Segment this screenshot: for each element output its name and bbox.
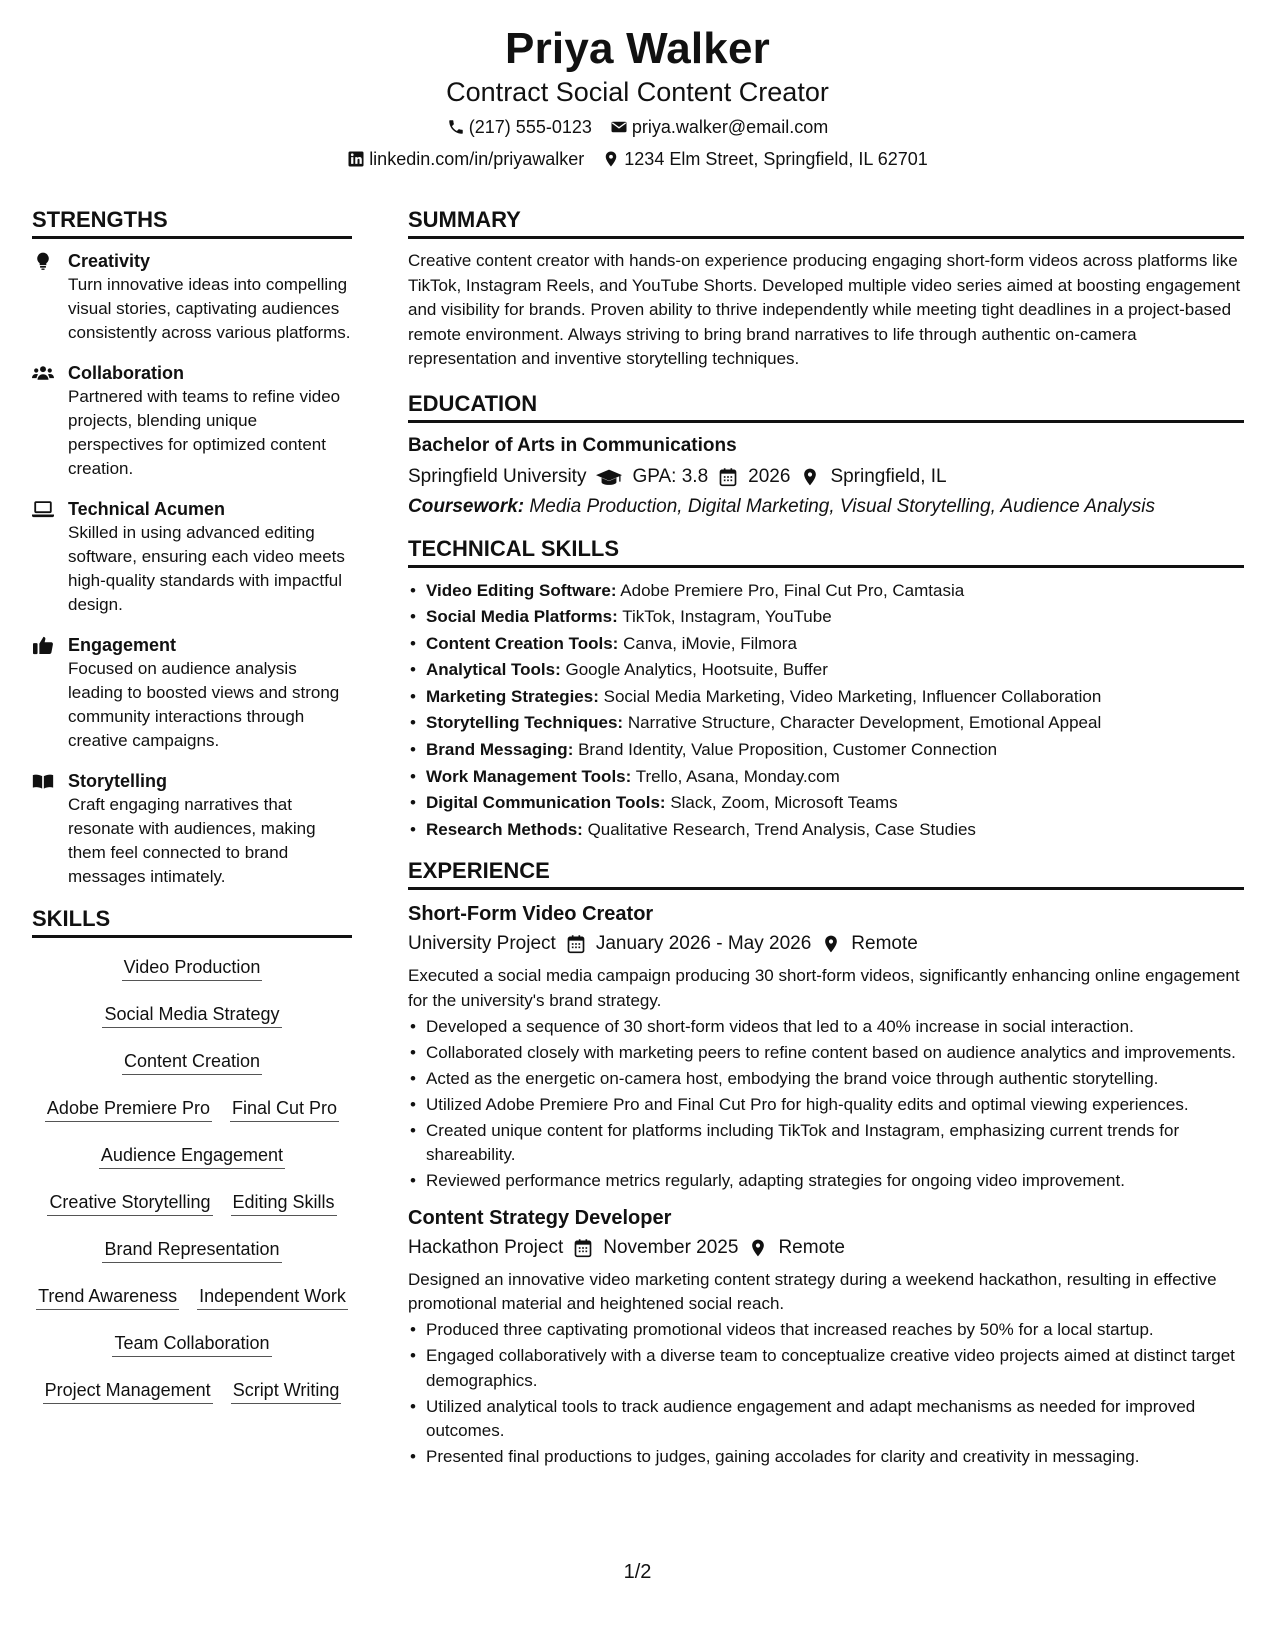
- technical-skill-value: Trello, Asana, Monday.com: [635, 766, 840, 786]
- strength-item: [32, 769, 352, 889]
- envelope-icon: [610, 118, 628, 136]
- education-meta: [408, 463, 1244, 491]
- skill-tag: Trend Awareness: [36, 1285, 179, 1310]
- technical-skill-value: Brand Identity, Value Proposition, Customer Connection: [578, 740, 998, 760]
- gpa-text: GPA: 3.8: [632, 465, 709, 487]
- email-contact[interactable]: [610, 116, 828, 138]
- map-pin-icon: [602, 150, 620, 168]
- strengths-heading: STRENGTHS: [32, 206, 352, 239]
- address-contact: [602, 148, 928, 170]
- technical-skill-value: Narrative Structure, Character Development, Emotional Appeal: [627, 713, 1102, 733]
- technical-skill-item: [408, 657, 1244, 684]
- technical-skill-item: [408, 604, 1244, 631]
- map-pin-icon: [748, 1238, 768, 1258]
- technical-skill-label: Social Media Platforms:: [426, 607, 618, 627]
- strength-desc: Focused on audience analysis leading to boosted views and strong community interactions through creative campaigns.: [68, 659, 340, 750]
- experience-entry: [408, 900, 1244, 1194]
- technical-skill-value: Canva, iMovie, Filmora: [623, 633, 797, 653]
- thumbs-up-icon: [32, 635, 56, 655]
- skill-tag: Editing Skills: [231, 1191, 337, 1216]
- skill-tag: Social Media Strategy: [102, 1003, 281, 1028]
- candidate-title: Contract Social Content Creator: [446, 77, 829, 107]
- strength-desc: Partnered with teams to refine video projects, blending unique perspectives for optimized content creation.: [68, 387, 341, 478]
- skill-tag: Project Management: [43, 1379, 213, 1404]
- job-org: Hackathon Project: [408, 1236, 564, 1258]
- technical-skill-label: Storytelling Techniques:: [426, 713, 624, 733]
- strength-title: Creativity: [68, 251, 151, 271]
- coursework: [408, 493, 1244, 521]
- contact-row-1: [0, 116, 1275, 138]
- school-location: Springfield, IL: [830, 465, 947, 487]
- skill-tag: Creative Storytelling: [47, 1191, 212, 1216]
- technical-skill-label: Work Management Tools:: [426, 766, 632, 786]
- summary-heading: SUMMARY: [408, 206, 1244, 239]
- coursework-label: Coursework:: [408, 495, 525, 517]
- job-description: Executed a social media campaign producing 30 short-form videos, significantly enhancing online engagement for the university's brand strategy.: [408, 966, 1240, 1010]
- technical-skill-item: [408, 710, 1244, 737]
- job-bullet: • Produced three captivating promotional videos that increased reaches by 50% for a local startup.: [408, 1318, 1244, 1343]
- skills-list: [32, 948, 352, 1404]
- technical-skill-item: [408, 817, 1244, 844]
- job-bullet: • Utilized Adobe Premiere Pro and Final Cut Pro for high-quality edits and optimal viewing experiences.: [408, 1093, 1244, 1118]
- job-meta: [408, 930, 1244, 958]
- job-meta: [408, 1234, 1244, 1262]
- skill-tag: Audience Engagement: [99, 1144, 285, 1169]
- technical-skill-value: Slack, Zoom, Microsoft Teams: [670, 793, 898, 813]
- job-dates: November 2025: [603, 1236, 739, 1258]
- left-column: [32, 206, 352, 1404]
- lightbulb-icon: [32, 251, 56, 271]
- technical-skill-item: [408, 764, 1244, 791]
- job-bullet: • Developed a sequence of 30 short-form videos that led to a 40% increase in social interaction.: [408, 1015, 1244, 1040]
- skill-tag: Video Production: [122, 956, 263, 981]
- calendar-icon: [573, 1238, 593, 1258]
- technical-skill-item: [408, 790, 1244, 817]
- graduation-cap-icon: [596, 467, 622, 487]
- technical-skill-item: [408, 578, 1244, 605]
- skill-tag: Team Collaboration: [112, 1332, 271, 1357]
- job-location: Remote: [851, 933, 918, 955]
- linkedin-icon: [347, 150, 365, 168]
- phone-contact: [447, 116, 592, 138]
- linkedin-contact[interactable]: [347, 148, 584, 170]
- technical-skill-value: Qualitative Research, Trend Analysis, Case Studies: [587, 819, 976, 839]
- technical-skill-label: Video Editing Software:: [426, 580, 617, 600]
- map-pin-icon: [800, 467, 820, 487]
- job-title: Content Strategy Developer: [408, 1206, 672, 1229]
- calendar-icon: [566, 934, 586, 954]
- job-bullet: • Engaged collaboratively with a diverse team to conceptualize creative video projects aimed at distinct target demographics.: [408, 1344, 1244, 1393]
- technical-skill-label: Analytical Tools:: [426, 660, 561, 680]
- linkedin-text[interactable]: linkedin.com/in/priyawalker: [369, 149, 585, 169]
- contact-row-2: [0, 148, 1275, 170]
- phone-text: (217) 555-0123: [468, 117, 592, 137]
- strength-desc: Turn innovative ideas into compelling visual stories, captivating audiences consistently across various platforms.: [68, 275, 351, 342]
- page-number: 1/2: [623, 1561, 652, 1583]
- skill-tag: Final Cut Pro: [230, 1097, 339, 1122]
- technical-skill-label: Marketing Strategies:: [426, 686, 599, 706]
- technical-skill-value: TikTok, Instagram, YouTube: [622, 607, 832, 627]
- skill-tag: Script Writing: [231, 1379, 342, 1404]
- job-bullets: [408, 1015, 1244, 1194]
- email-text[interactable]: priya.walker@email.com: [631, 117, 829, 137]
- technical-skill-label: Research Methods:: [426, 819, 583, 839]
- candidate-name: Priya Walker: [505, 24, 770, 73]
- coursework-list: Media Production, Digital Marketing, Visual Storytelling, Audience Analysis: [529, 495, 1155, 517]
- skill-tag: Independent Work: [197, 1285, 348, 1310]
- resume-header: [0, 22, 1275, 170]
- job-bullet: • Presented final productions to judges, gaining accolades for clarity and creativity in messaging.: [408, 1445, 1244, 1470]
- degree-title: Bachelor of Arts in Communications: [408, 434, 737, 456]
- map-pin-icon: [821, 934, 841, 954]
- technical-skill-label: Digital Communication Tools:: [426, 793, 666, 813]
- users-icon: [32, 363, 56, 383]
- technical-skill-label: Content Creation Tools:: [426, 633, 619, 653]
- strength-item: [32, 633, 352, 753]
- strength-item: [32, 361, 352, 481]
- job-bullet: • Created unique content for platforms including TikTok and Instagram, emphasizing current trends for shareability.: [408, 1119, 1244, 1168]
- strength-desc: Skilled in using advanced editing software, ensuring each video meets high-quality standards with impactful design.: [68, 523, 345, 614]
- job-bullet: • Acted as the energetic on-camera host, embodying the brand voice through authentic storytelling.: [408, 1067, 1244, 1092]
- technical-skill-value: Google Analytics, Hootsuite, Buffer: [565, 660, 828, 680]
- strength-item: [32, 497, 352, 617]
- skill-tag: Adobe Premiere Pro: [45, 1097, 212, 1122]
- job-bullet: • Reviewed performance metrics regularly, adapting strategies for ongoing video improvement.: [408, 1169, 1244, 1194]
- education-heading: EDUCATION: [408, 390, 1244, 423]
- phone-icon: [447, 118, 465, 136]
- address-text: 1234 Elm Street, Springfield, IL 62701: [624, 149, 928, 169]
- job-title: Short-Form Video Creator: [408, 903, 654, 926]
- job-bullet: • Utilized analytical tools to track audience engagement and adapt mechanisms as needed for improved outcomes.: [408, 1395, 1244, 1444]
- skills-heading: SKILLS: [32, 905, 352, 938]
- strength-desc: Craft engaging narratives that resonate with audiences, making them feel connected to brand messages intimately.: [68, 795, 316, 886]
- job-dates: January 2026 - May 2026: [595, 933, 812, 955]
- summary-text: Creative content creator with hands-on experience producing engaging short-form videos across platforms like TikTok, Instagram Reels, and YouTube Shorts. Developed multiple video series aimed at boosting engagement and visibility for brands. Proven ability to thrive independently while meeting tight deadlines in a project-based remote environment. Always striving to bring brand narratives to life through authentic on-camera representation and inventive storytelling techniques.: [408, 251, 1241, 368]
- experience-entry: [408, 1204, 1244, 1470]
- job-description: Designed an innovative video marketing content strategy during a weekend hackathon, resulting in effective promotional material and heightened social reach.: [408, 1269, 1217, 1314]
- technical-skill-item: [408, 684, 1244, 711]
- right-column: [408, 206, 1244, 1480]
- experience-heading: EXPERIENCE: [408, 857, 1244, 890]
- school-name: Springfield University: [408, 465, 587, 487]
- job-location: Remote: [778, 1236, 845, 1258]
- technical-skill-label: Brand Messaging:: [426, 740, 574, 760]
- technical-skill-value: Adobe Premiere Pro, Final Cut Pro, Camtasia: [620, 580, 965, 600]
- strength-title: Technical Acumen: [68, 499, 226, 519]
- book-icon: [32, 771, 56, 791]
- job-bullets: [408, 1318, 1244, 1470]
- technical-skills-list: [408, 578, 1244, 844]
- skill-tag: Brand Representation: [102, 1238, 281, 1263]
- strength-title: Collaboration: [68, 363, 184, 383]
- job-org: University Project: [408, 933, 556, 955]
- technical-skill-item: [408, 737, 1244, 764]
- strength-title: Engagement: [68, 635, 177, 655]
- technical-skill-item: [408, 631, 1244, 658]
- skill-tag: Content Creation: [122, 1050, 262, 1075]
- laptop-icon: [32, 499, 56, 519]
- strength-item: [32, 249, 352, 345]
- graduation-year: 2026: [748, 465, 791, 487]
- calendar-icon: [718, 467, 738, 487]
- technical-skills-heading: TECHNICAL SKILLS: [408, 535, 1244, 568]
- strength-title: Storytelling: [68, 771, 168, 791]
- job-bullet: • Collaborated closely with marketing peers to refine content based on audience analytics and improvements.: [408, 1041, 1244, 1066]
- technical-skill-value: Social Media Marketing, Video Marketing, Influencer Collaboration: [603, 686, 1102, 706]
